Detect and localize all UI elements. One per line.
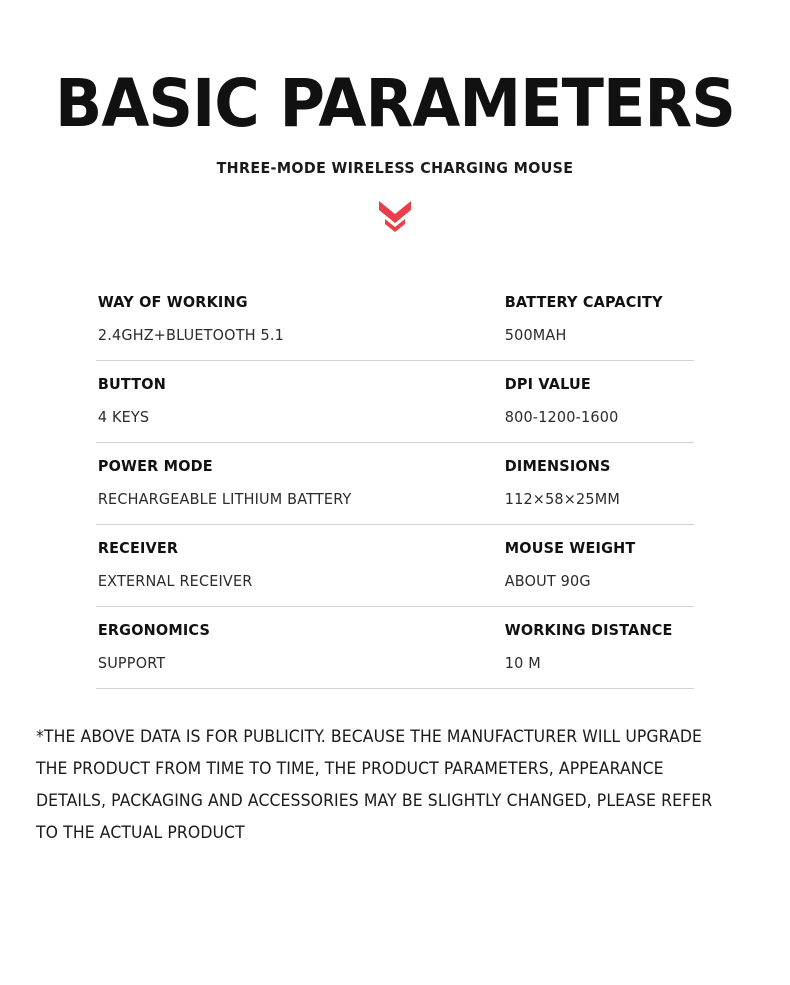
spec-value: 10 M: [504, 653, 541, 672]
spec-cell-right: [395, 279, 694, 361]
spec-label: WORKING DISTANCE: [504, 620, 673, 639]
spec-value: 4 KEYS: [97, 407, 150, 426]
spec-cell-left: [96, 607, 395, 689]
spec-cell-left: [96, 525, 395, 607]
spec-group: [395, 361, 694, 443]
spec-cell-left: [96, 443, 395, 525]
spec-group: [395, 443, 694, 525]
page-title: BASIC PARAMETERS: [54, 65, 736, 142]
table-row: [96, 607, 694, 689]
spec-label: WAY OF WORKING: [97, 292, 248, 311]
spec-label: BUTTON: [97, 374, 166, 393]
spec-value: 2.4GHZ+BLUETOOTH 5.1: [97, 325, 284, 344]
table-row: [96, 525, 694, 607]
spec-value: 800-1200-1600: [504, 407, 619, 426]
spec-value: 112×58×25MM: [504, 489, 621, 508]
spec-value: 500MAH: [504, 325, 567, 344]
spec-value: RECHARGEABLE LITHIUM BATTERY: [97, 489, 352, 508]
spec-value: ABOUT 90G: [504, 571, 591, 590]
spec-value: SUPPORT: [97, 653, 166, 672]
spec-label: DIMENSIONS: [504, 456, 611, 475]
page-header: [0, 0, 790, 177]
spec-cell-left: [96, 279, 395, 361]
spec-group: [395, 607, 694, 689]
spec-value: EXTERNAL RECEIVER: [97, 571, 253, 590]
spec-cell-right: [395, 361, 694, 443]
spec-cell-right: [395, 443, 694, 525]
table-row: [96, 279, 694, 361]
disclaimer-note: *THE ABOVE DATA IS FOR PUBLICITY. BECAUSE THE MANUFACTURER WILL UPGRADE THE PRODUCT FROM TIME TO TIME, THE PRODUCT PARAMETERS, APPEARANCE DETAILS, PACKAGING AND ACCESSORIES MAY BE SLIGHTLY CHANGED, PLEASE REFER TO THE ACTUAL PRODUCT: [36, 726, 713, 843]
table-row: [96, 443, 694, 525]
spec-label: POWER MODE: [97, 456, 213, 475]
spec-label: DPI VALUE: [504, 374, 591, 393]
spec-group: [96, 361, 395, 443]
spec-label: BATTERY CAPACITY: [504, 292, 663, 311]
spec-group: [96, 443, 395, 525]
page-subtitle: THREE-MODE WIRELESS CHARGING MOUSE: [216, 158, 574, 177]
spec-group: [96, 607, 395, 689]
spec-label: MOUSE WEIGHT: [504, 538, 636, 557]
spec-group: [395, 525, 694, 607]
spec-group: [395, 279, 694, 361]
spec-cell-right: [395, 525, 694, 607]
spec-group: [96, 279, 395, 361]
chevron-down-decoration: [0, 199, 790, 233]
spec-label: ERGONOMICS: [97, 620, 211, 639]
spec-label: RECEIVER: [97, 538, 179, 557]
spec-cell-left: [96, 361, 395, 443]
spec-cell-right: [395, 607, 694, 689]
spec-group: [96, 525, 395, 607]
specifications-table: [96, 279, 694, 689]
chevron-double-down-icon: [377, 199, 413, 233]
table-row: [96, 361, 694, 443]
